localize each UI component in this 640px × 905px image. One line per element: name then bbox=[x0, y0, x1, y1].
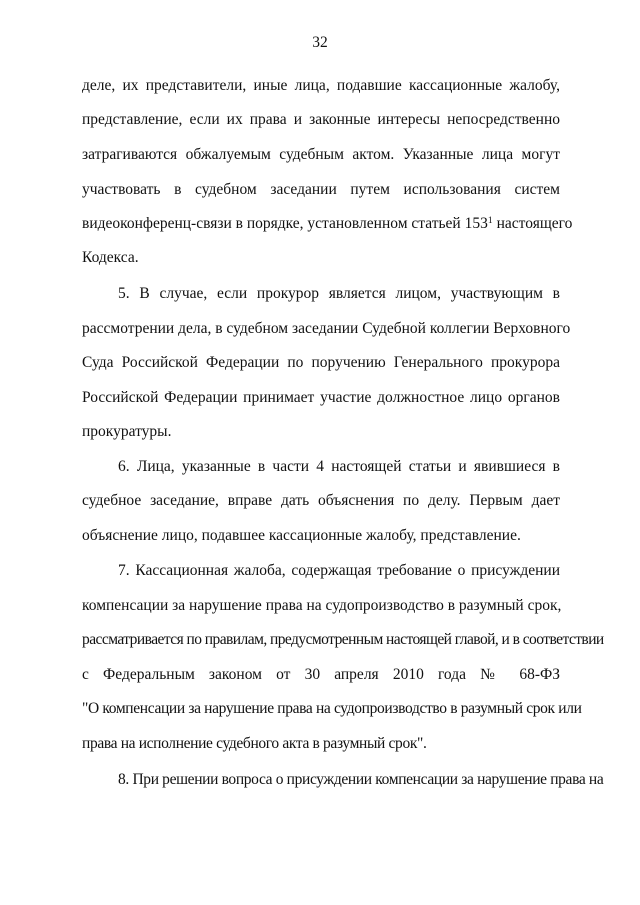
text-fragment: настоящего bbox=[496, 215, 573, 232]
text-line: участвовать в судебном заседании путем использования систем bbox=[82, 181, 560, 198]
paragraph-start: 6. Лица, указанные в части 4 настоящей статьи и явившиеся в bbox=[118, 458, 560, 475]
text-line: объяснение лицо, подавшее кассационные жалобу, представление. bbox=[82, 527, 521, 544]
paragraph-start: 8. При решении вопроса о присуждении компенсации за нарушение права на bbox=[118, 771, 604, 788]
text-line: права на исполнение судебного акта в разумный срок". bbox=[82, 735, 427, 752]
text-line: деле, их представители, иные лица, подавшие кассационные жалобу, bbox=[82, 77, 560, 94]
page-number: 32 bbox=[312, 34, 328, 51]
text-fragment: видеоконференц-связи в порядке, установленном статьей 153 bbox=[82, 215, 488, 232]
superscript: 1 bbox=[487, 216, 493, 226]
paragraph-start: 7. Кассационная жалоба, содержащая требование о присуждении bbox=[118, 562, 560, 579]
text-line: судебное заседание, вправе дать объяснения по делу. Первым дает bbox=[82, 492, 560, 509]
text-line: рассматривается по правилам, предусмотренным настоящей главой, и в соответствии bbox=[82, 631, 604, 648]
paragraph-start: 5. В случае, если прокурор является лицом, участвующим в bbox=[118, 285, 560, 302]
text-line: Кодекса. bbox=[82, 249, 139, 266]
text-line: Российской Федерации принимает участие должностное лицо органов bbox=[82, 389, 560, 406]
text-line: компенсации за нарушение права на судопроизводство в разумный срок, bbox=[82, 597, 562, 614]
text-line: "О компенсации за нарушение права на судопроизводство в разумный срок или bbox=[82, 700, 582, 717]
text-line: затрагиваются обжалуемым судебным актом. Указанные лица могут bbox=[82, 146, 560, 163]
text-line: прокуратуры. bbox=[82, 423, 172, 440]
text-line: представление, если их права и законные интересы непосредственно bbox=[82, 111, 560, 128]
text-line: с Федеральным законом от 30 апреля 2010 года № 68-ФЗ bbox=[82, 666, 560, 683]
text-line: рассмотрении дела, в судебном заседании Судебной коллегии Верховного bbox=[82, 320, 571, 337]
text-line-with-superscript bbox=[82, 214, 573, 234]
text-line: Суда Российской Федерации по поручению Генерального прокурора bbox=[82, 354, 560, 371]
